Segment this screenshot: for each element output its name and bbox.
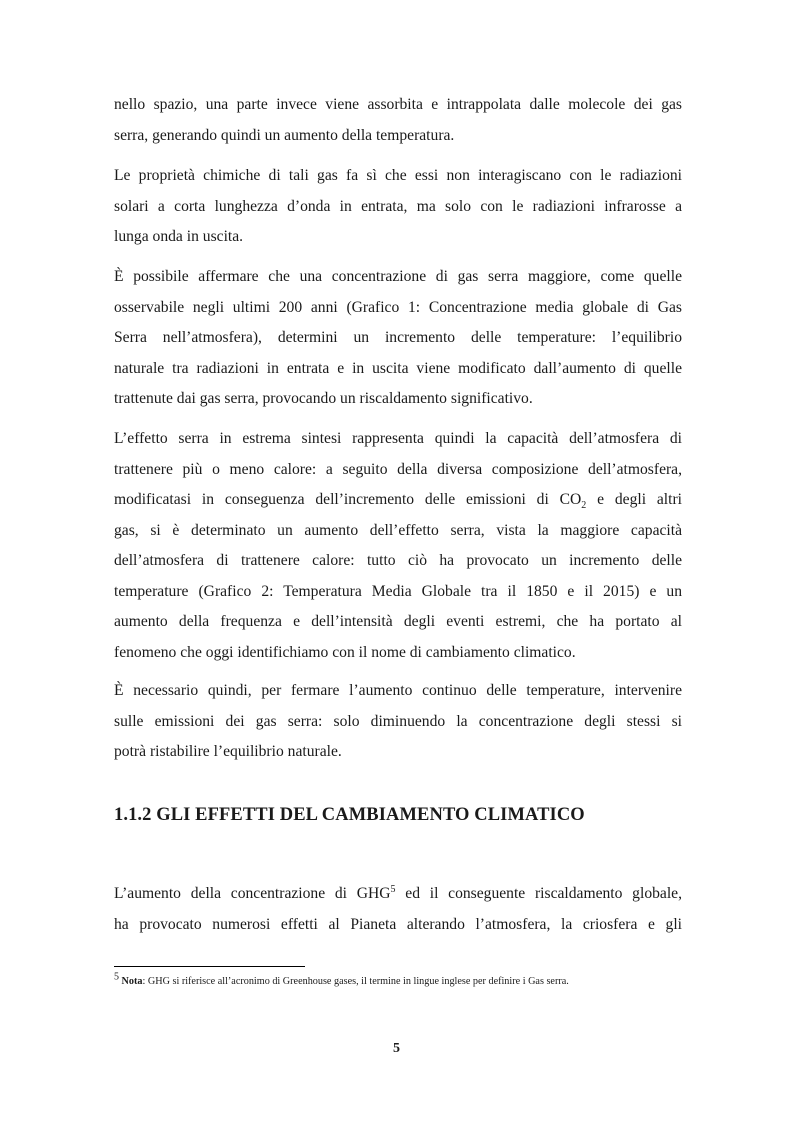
- text-line: ha provocato numerosi effetti al Pianeta alterando l’atmosfera, la criosfera e gli: [114, 915, 682, 933]
- text-line-co2: [114, 485, 682, 516]
- page-number: 5: [393, 1041, 400, 1056]
- text-line: naturale tra radiazioni in entrata e in uscita viene modificato dall’aumento di quelle: [114, 359, 682, 377]
- text-line: gas, si è determinato un aumento dell’effetto serra, vista la maggiore capacità: [114, 521, 682, 539]
- text-line: potrà ristabilire l’equilibrio naturale.: [114, 743, 342, 760]
- paragraph-2: [114, 161, 682, 253]
- text-line: sulle emissioni dei gas serra: solo diminuendo la concentrazione degli stessi si: [114, 712, 682, 730]
- ghg-text-before: L’aumento della concentrazione di GHG: [114, 885, 391, 902]
- paragraph-6: [114, 879, 682, 940]
- co2-subscript: 2: [581, 500, 587, 512]
- text-line: L’effetto serra in estrema sintesi rappresenta quindi la capacità dell’atmosfera di: [114, 430, 682, 447]
- text-line: trattenere più o meno calore: a seguito della diversa composizione dell’atmosfera,: [114, 460, 682, 478]
- paragraph-1: [114, 90, 682, 151]
- paragraph-3: [114, 262, 682, 415]
- text-line: temperature (Grafico 2: Temperatura Media Globale tra il 1850 e il 2015) e un: [114, 582, 682, 600]
- text-line: È necessario quindi, per fermare l’aumento continuo delle temperature, intervenire: [114, 682, 682, 699]
- text-line: trattenute dai gas serra, provocando un riscaldamento significativo.: [114, 390, 533, 407]
- footnote-number: 5: [114, 971, 119, 983]
- text-line: fenomeno che oggi identifichiamo con il nome di cambiamento climatico.: [114, 643, 576, 661]
- text-line: serra, generando quindi un aumento della temperatura.: [114, 126, 455, 144]
- co2-tail: e degli altri: [586, 491, 682, 508]
- paragraph-4: [114, 424, 682, 668]
- footnote-label: Nota: [121, 976, 143, 987]
- section-heading: 1.1.2 GLI EFFETTI DEL CAMBIAMENTO CLIMATICO: [114, 805, 585, 825]
- text-line: Le proprietà chimiche di tali gas fa sì che essi non interagiscano con le radiazioni: [114, 167, 682, 184]
- footnote: [114, 971, 569, 989]
- text-line: È possibile affermare che una concentrazione di gas serra maggiore, come quelle: [114, 268, 682, 285]
- text-line-ghg: [114, 879, 682, 910]
- text-line: osservabile negli ultimi 200 anni (Grafico 1: Concentrazione media globale di Gas: [114, 298, 682, 316]
- footnote-ref: 5: [390, 883, 396, 895]
- ghg-text-after: ed il conseguente riscaldamento globale,: [395, 885, 682, 902]
- footnote-text: : GHG si riferisce all’acronimo di Greenhouse gases, il termine in lingue inglese per definire i Gas serra.: [142, 976, 569, 987]
- text-line: solari a corta lunghezza d’onda in entrata, ma solo con le radiazioni infrarosse a: [114, 197, 682, 215]
- text-line: lunga onda in uscita.: [114, 228, 244, 245]
- text-line: nello spazio, una parte invece viene assorbita e intrappolata dalle molecole dei gas: [114, 96, 682, 113]
- paragraph-5: [114, 676, 682, 768]
- text-line: Serra nell’atmosfera), determini un incremento delle temperature: l’equilibrio: [114, 329, 682, 346]
- footnote-separator: [114, 966, 305, 967]
- co2-text: modificatasi in conseguenza dell’incremento delle emissioni di CO: [114, 491, 582, 508]
- text-line: aumento della frequenza e dell’intensità degli eventi estremi, che ha portato al: [114, 613, 682, 630]
- text-line: dell’atmosfera di trattenere calore: tutto ciò ha provocato un incremento delle: [114, 552, 682, 569]
